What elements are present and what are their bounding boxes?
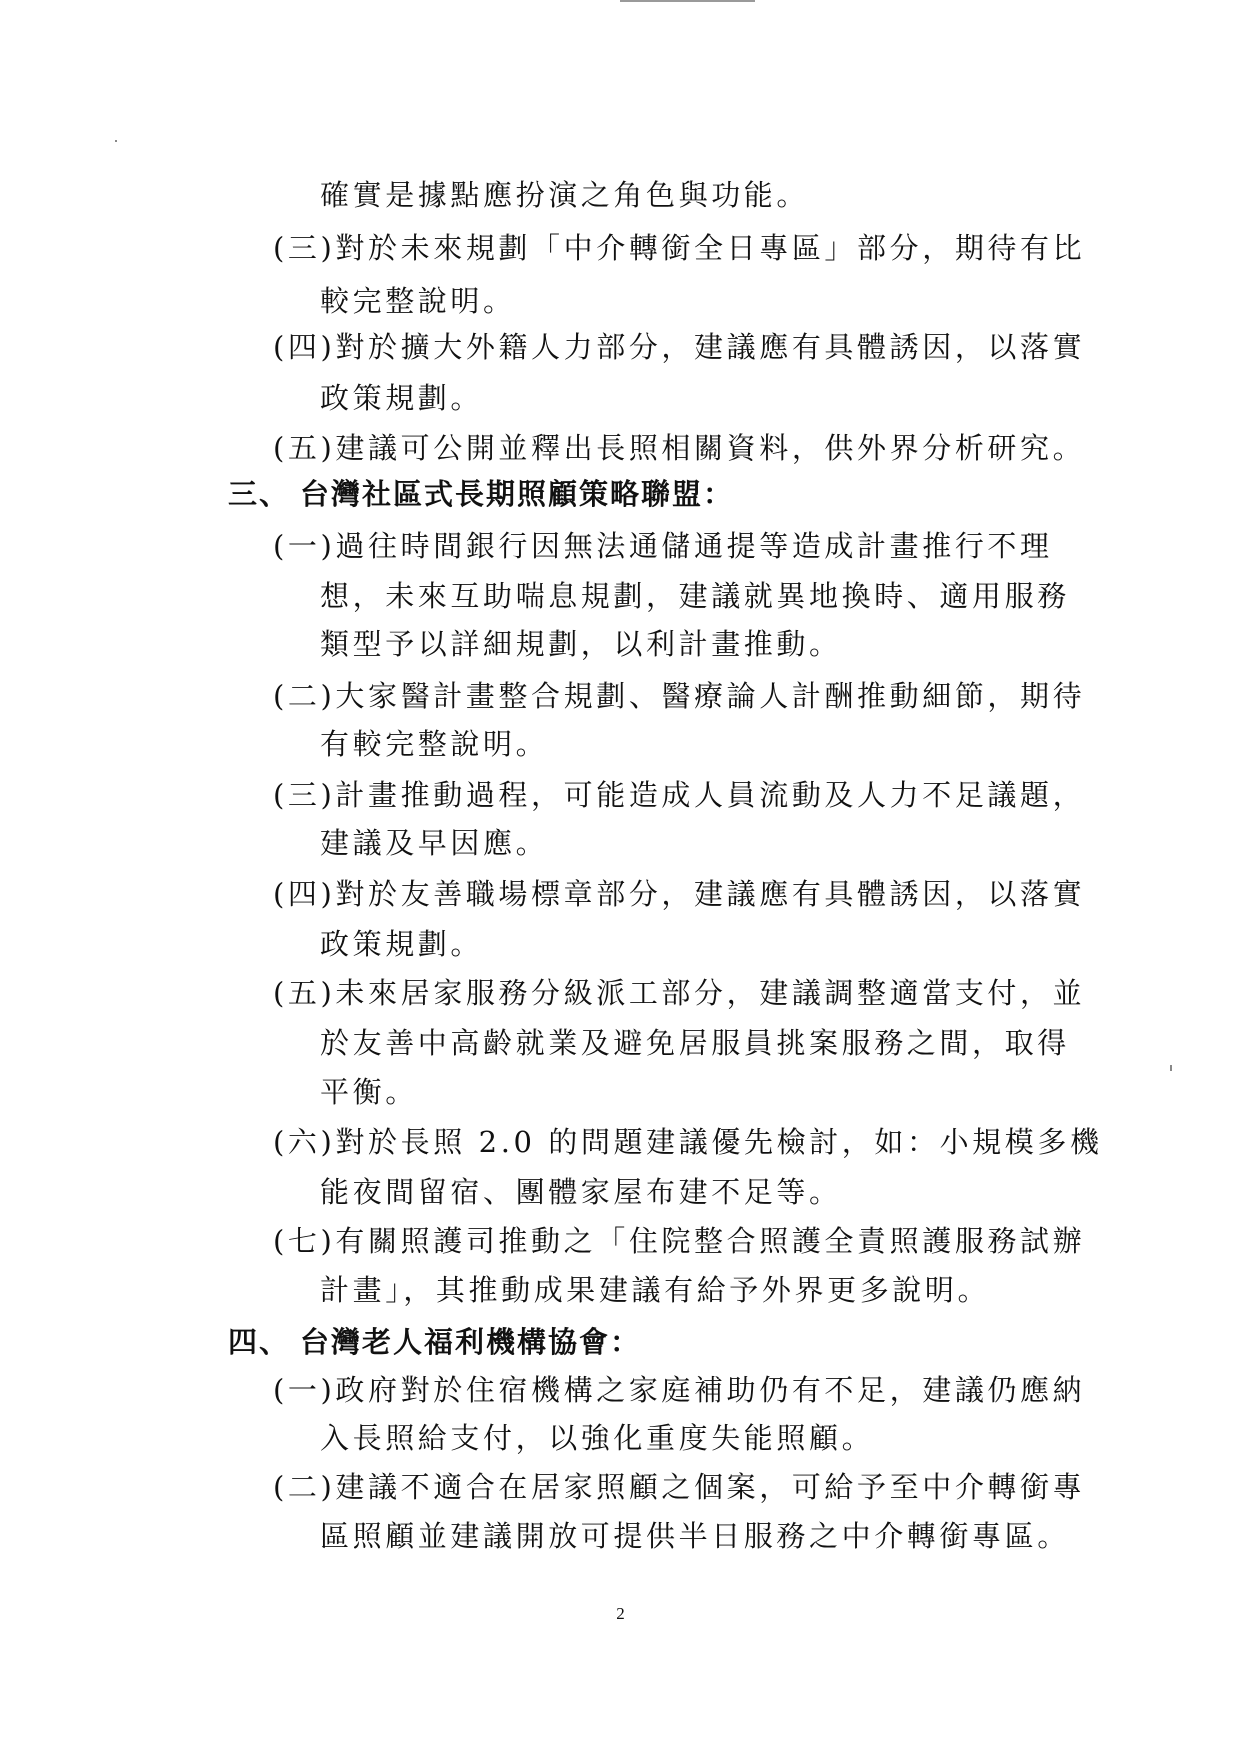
list-item-line: 區照顧並建議開放可提供半日服務之中介轉銜專區。 — [320, 1519, 1070, 1553]
list-item-line: (五)建議可公開並釋出長照相關資料，供外界分析研究。 — [273, 431, 1086, 465]
list-item-line: (五)未來居家服務分級派工部分，建議調整適當支付，並 — [273, 976, 1086, 1010]
list-item-line: (四)對於擴大外籍人力部分，建議應有具體誘因，以落實 — [273, 330, 1086, 364]
list-item-line: 計畫」，其推動成果建議有給予外界更多說明。 — [320, 1273, 991, 1307]
list-item-line: (四)對於友善職場標章部分，建議應有具體誘因，以落實 — [273, 877, 1086, 911]
list-item-line: (一)過往時間銀行因無法通儲通提等造成計畫推行不理 — [273, 529, 1053, 563]
list-item-line: 能夜間留宿、團體家屋布建不足等。 — [320, 1175, 842, 1209]
list-item-line: (三)計畫推動過程，可能造成人員流動及人力不足議題， — [273, 778, 1086, 812]
list-item-line: (二)建議不適合在居家照顧之個案，可給予至中介轉銜專 — [273, 1470, 1086, 1504]
scan-top-edge — [620, 0, 755, 2]
list-item-line: 建議及早因應。 — [320, 826, 549, 860]
list-item-line: 政策規劃。 — [320, 927, 484, 961]
page-number: 2 — [616, 1604, 625, 1623]
list-item-line: 平衡。 — [320, 1075, 418, 1109]
section-number: 四、 — [228, 1325, 291, 1359]
list-item-line: 想，未來互助喘息規劃，建議就異地換時、適用服務 — [320, 579, 1070, 613]
list-item-line: 政策規劃。 — [320, 381, 484, 415]
section-heading — [228, 474, 734, 514]
list-item-line: (三)對於未來規劃「中介轉銜全日專區」部分，期待有比 — [273, 231, 1086, 265]
list-item-line: 入長照給支付，以強化重度失能照顧。 — [320, 1421, 875, 1455]
list-item-line: 有較完整說明。 — [320, 727, 549, 761]
scan-speck — [115, 140, 117, 142]
list-item-line: 較完整說明。 — [320, 284, 516, 318]
scan-speck — [1170, 1065, 1172, 1071]
section-number: 三、 — [228, 477, 291, 511]
section-title: 台灣老人福利機構協會： — [300, 1325, 642, 1359]
list-item-line: 於友善中高齡就業及避免居服員挑案服務之間，取得 — [320, 1026, 1070, 1060]
list-item-line: (一)政府對於住宿機構之家庭補助仍有不足，建議仍應納 — [273, 1373, 1086, 1407]
list-item-line: (七)有關照護司推動之「住院整合照護全責照護服務試辦 — [273, 1224, 1086, 1258]
section-title: 台灣社區式長期照顧策略聯盟： — [300, 477, 735, 511]
section-heading — [228, 1322, 641, 1362]
paragraph-line: 確實是據點應扮演之角色與功能。 — [320, 178, 810, 212]
list-item-line: (六)對於長照 2.0 的問題建議優先檢討，如：小規模多機 — [273, 1125, 1103, 1159]
list-item-line: 類型予以詳細規劃，以利計畫推動。 — [320, 627, 842, 661]
list-item-line: (二)大家醫計畫整合規劃、醫療論人計酬推動細節，期待 — [273, 679, 1086, 713]
